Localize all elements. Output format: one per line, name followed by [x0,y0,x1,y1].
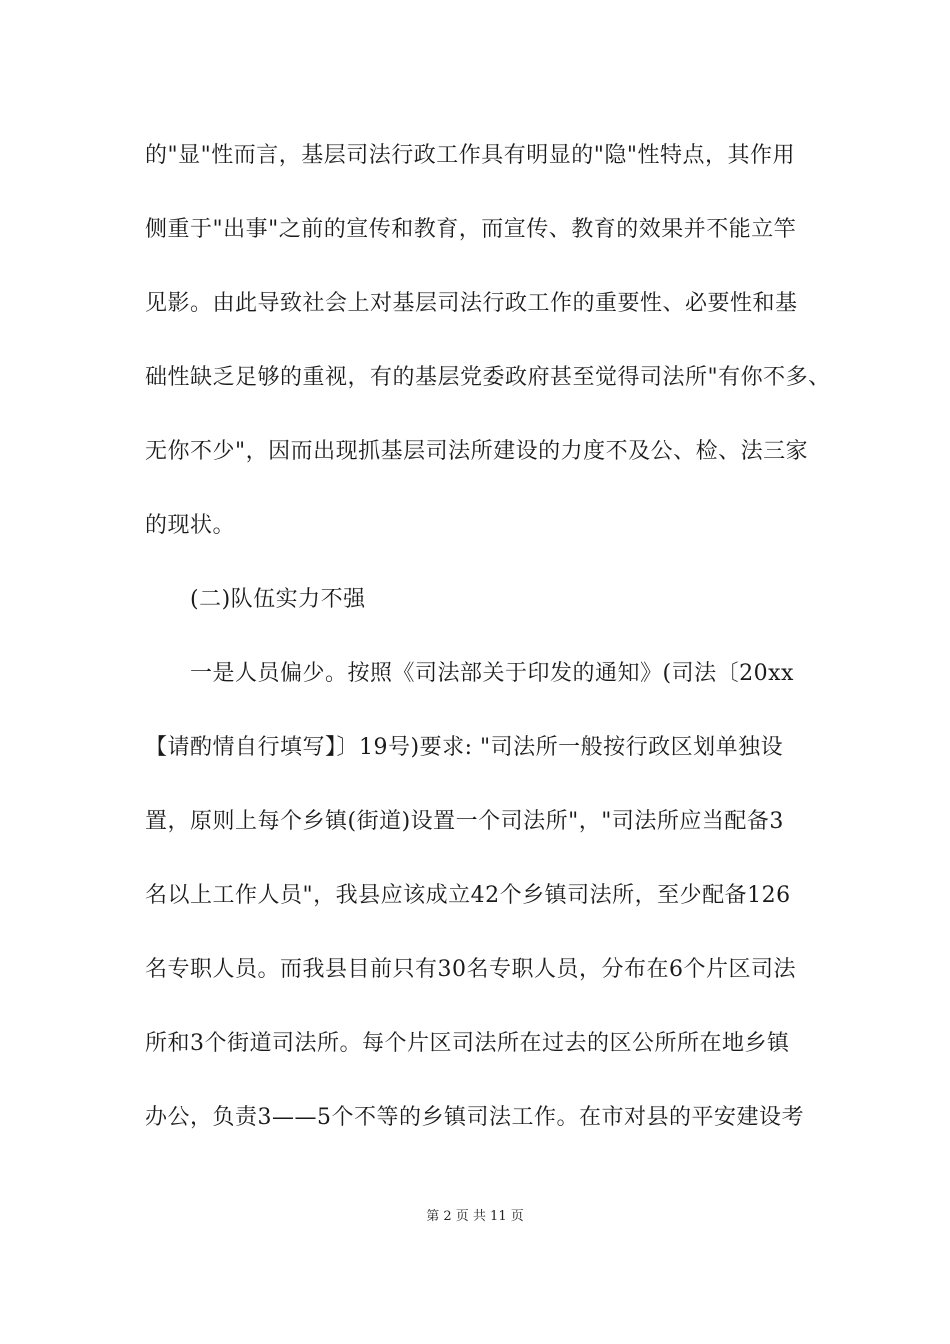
body-text-line-10: 置，原则上每个乡镇(街道)设置一个司法所"，"司法所应当配备3 [145,809,784,834]
body-text-line-1: 的"显"性而言，基层司法行政工作具有明显的"隐"性特点，其作用 [145,143,795,168]
page-number-footer: 第 2 页 共 11 页 [426,1209,524,1224]
body-text-line-2: 侧重于"出事"之前的宣传和教育，而宣传、教育的效果并不能立竿 [145,217,797,242]
body-text-line-8: 一是人员偏少。按照《司法部关于印发的通知》(司法〔20xx [190,661,794,686]
body-text-line-6: 的现状。 [145,513,236,538]
body-text-line-3: 见影。由此导致社会上对基层司法行政工作的重要性、必要性和基 [145,291,798,316]
section-heading: (二)队伍实力不强 [190,587,366,612]
body-text-line-9: 【请酌情自行填写】〕19号)要求: "司法所一般按行政区划单独设 [145,735,784,760]
body-text-line-4: 础性缺乏足够的重视，有的基层党委政府甚至觉得司法所"有你不多、 [145,365,831,390]
body-text-line-11: 名以上工作人员"，我县应该成立42个乡镇司法所，至少配备126 [145,883,791,908]
body-text-line-12: 名专职人员。而我县目前只有30名专职人员，分布在6个片区司法 [145,957,796,982]
body-text-line-13: 所和3个街道司法所。每个片区司法所在过去的区公所所在地乡镇 [145,1031,790,1056]
body-text-line-14: 办公，负责3——5个不等的乡镇司法工作。在市对县的平安建设考 [145,1105,804,1130]
body-text-line-5: 无你不少"，因而出现抓基层司法所建设的力度不及公、检、法三家 [145,439,809,464]
